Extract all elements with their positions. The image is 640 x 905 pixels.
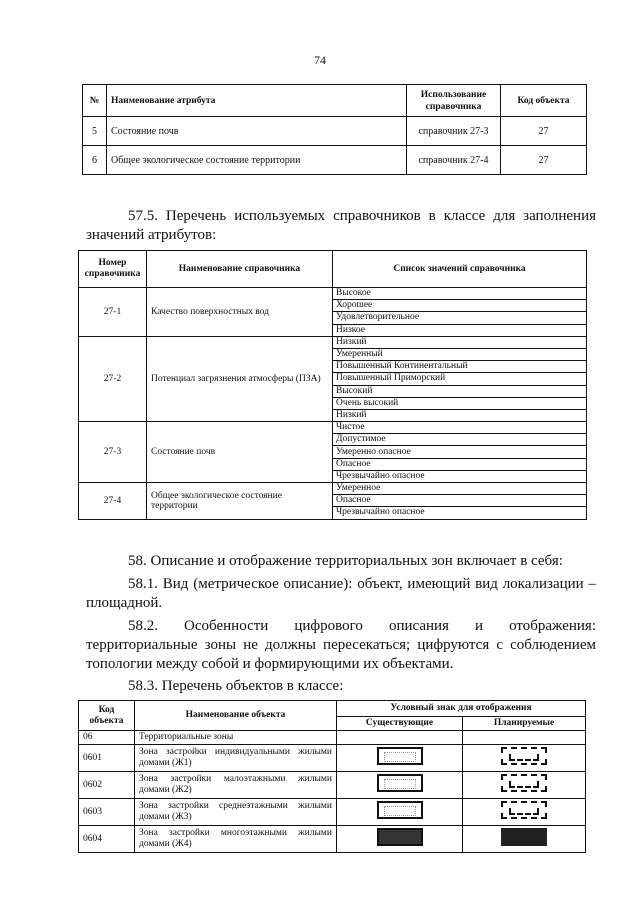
reference-name: справочник 27-4 <box>407 146 501 175</box>
reference-name: Качество поверхностных вод <box>147 288 333 337</box>
reference-value: Низкий <box>333 409 587 421</box>
table-row <box>79 288 587 300</box>
header-object-name: Наименование объекта <box>135 701 337 731</box>
section-row <box>79 731 586 745</box>
reference-value: Допустимое <box>333 434 587 446</box>
planned-zone-symbol <box>501 828 547 846</box>
paragraph-58-3: 58.3. Перечень объектов в классе: <box>128 678 344 694</box>
reference-name: Потенциал загрязнения атмосферы (ПЗА) <box>147 336 333 421</box>
existing-zone-symbol <box>377 828 423 846</box>
attribute-name: Общее экологическое состояние территории <box>107 146 407 175</box>
table-row <box>79 772 586 799</box>
header-existing: Существующие <box>337 717 463 731</box>
table-row <box>79 336 587 348</box>
existing-zone-symbol <box>377 747 423 765</box>
header-reference-name: Наименование справочника <box>147 251 333 288</box>
existing-zone-symbol <box>377 774 423 792</box>
section-name: Территориальные зоны <box>135 731 337 745</box>
header-object-code: Код объекта <box>79 701 135 731</box>
header-reference-number: Номер справочника <box>79 251 147 288</box>
reference-value: Чрезвычайно опасное <box>333 507 587 519</box>
table-row <box>83 146 587 175</box>
reference-value: Чрезвычайно опасное <box>333 470 587 482</box>
row-number: 5 <box>83 117 107 146</box>
reference-value: Повышенный Приморский <box>333 373 587 385</box>
planned-zone-symbol <box>501 774 547 792</box>
header-attribute-name: Наименование атрибута <box>107 85 407 117</box>
paragraph-58-1: 58.1. Вид (метрическое описание): объект, имеющий вид локализации – площадной. <box>86 576 596 611</box>
reference-value: Повышенный Континентальный <box>333 361 587 373</box>
object-code: 0602 <box>79 772 135 799</box>
reference-name: Общее экологическое состояние территории <box>147 483 333 520</box>
paragraph-58: 58. Описание и отображение территориальных зон включает в себя: <box>128 553 563 569</box>
object-code: 0601 <box>79 745 135 772</box>
reference-value: Умеренно опасное <box>333 446 587 458</box>
object-name: Зона застройки индивидуальными жилыми домами (Ж1) <box>135 745 337 772</box>
object-code: 0604 <box>79 826 135 853</box>
object-code: 0603 <box>79 799 135 826</box>
table-row <box>83 117 587 146</box>
table-row <box>79 799 586 826</box>
object-name: Зона застройки малоэтажными жилыми домами (Ж2) <box>135 772 337 799</box>
reference-value: Очень высокий <box>333 397 587 409</box>
table-row <box>79 826 586 853</box>
planned-zone-symbol <box>501 801 547 819</box>
reference-value: Умеренный <box>333 348 587 360</box>
attributes-table <box>82 84 587 175</box>
reference-value: Хорошее <box>333 300 587 312</box>
reference-value: Низкое <box>333 324 587 336</box>
section-code: 06 <box>79 731 135 745</box>
table-row <box>79 422 587 434</box>
reference-name: Состояние почв <box>147 422 333 483</box>
reference-value: Высокое <box>333 288 587 300</box>
reference-value: Удовлетворительное <box>333 312 587 324</box>
reference-value: Высокий <box>333 385 587 397</box>
paragraph-57-5: 57.5. Перечень используемых справочников в классе для заполнения значений атрибутов: <box>86 208 596 243</box>
reference-value: Умеренное <box>333 483 587 495</box>
reference-number: 27-4 <box>79 483 147 520</box>
table-row <box>79 745 586 772</box>
references-table <box>78 250 587 520</box>
object-code: 27 <box>501 146 587 175</box>
table-row <box>79 483 587 495</box>
object-name: Зона застройки среднеэтажными жилыми домами (Ж3) <box>135 799 337 826</box>
header-reference-usage: Использование справочника <box>407 85 501 117</box>
reference-value: Чистое <box>333 422 587 434</box>
paragraph-58-2: 58.2. Особенности цифрового описания и отображения: территориальные зоны не должны пересекаться; цифруются с соблюдением топологии между собой и формирующими их объектами. <box>86 618 596 672</box>
header-number: № <box>83 85 107 117</box>
existing-zone-symbol <box>377 801 423 819</box>
attribute-name: Состояние почв <box>107 117 407 146</box>
reference-number: 27-1 <box>79 288 147 337</box>
header-object-code: Код объекта <box>501 85 587 117</box>
object-name: Зона застройки многоэтажными жилыми домами (Ж4) <box>135 826 337 853</box>
reference-name: справочник 27-3 <box>407 117 501 146</box>
objects-table <box>78 700 586 853</box>
header-reference-values: Список значений справочника <box>333 251 587 288</box>
header-planned: Планируемые <box>463 717 586 731</box>
planned-zone-symbol <box>501 747 547 765</box>
object-code: 27 <box>501 117 587 146</box>
reference-value: Опасное <box>333 458 587 470</box>
reference-value: Низкий <box>333 336 587 348</box>
reference-number: 27-2 <box>79 336 147 421</box>
reference-number: 27-3 <box>79 422 147 483</box>
reference-value: Опасное <box>333 495 587 507</box>
row-number: 6 <box>83 146 107 175</box>
header-display-symbol: Условный знак для отображения <box>337 701 586 717</box>
page-number: 74 <box>314 53 326 67</box>
